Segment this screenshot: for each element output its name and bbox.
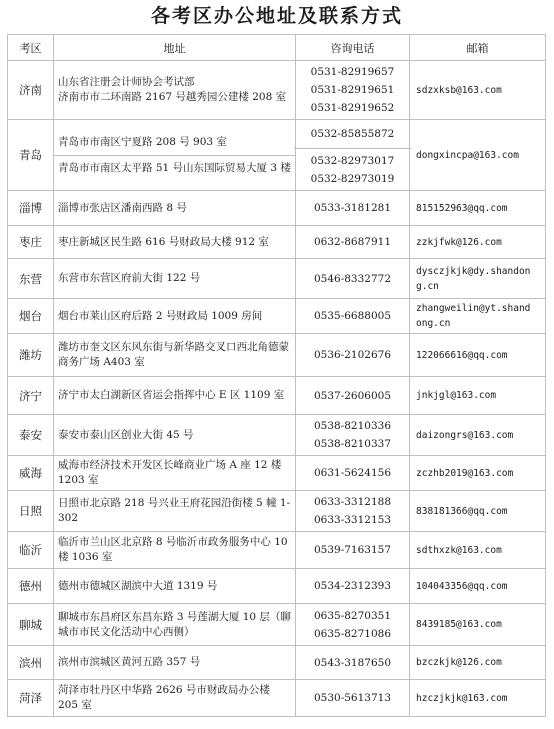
contact-table (7, 34, 546, 717)
email-cell[interactable] (410, 299, 546, 334)
table-row (8, 604, 546, 646)
table-row (8, 491, 546, 532)
table-row (8, 646, 546, 680)
address-cell (54, 61, 296, 120)
table-row (8, 61, 546, 120)
email-line: dongxincpa@163.com (416, 149, 519, 161)
header-region: 考区 (8, 35, 54, 61)
phone-number: 0532-82973019 (310, 173, 395, 185)
table-row (8, 191, 546, 226)
address-cell (54, 334, 296, 377)
header-email: 邮箱 (410, 35, 546, 61)
phone-number: 0543-3187650 (313, 656, 392, 669)
phone-number: 0535-6688005 (313, 310, 392, 322)
table-row (8, 259, 546, 299)
region-cell: 烟台 (8, 299, 54, 334)
address-text: 泰安市泰山区创业大街 45 号 (58, 428, 194, 441)
address-line: 山东省注册会计师协会考试部 (58, 76, 195, 88)
email-cell[interactable] (410, 604, 546, 646)
table-row (8, 680, 546, 717)
address-cell (54, 491, 296, 532)
phone-number: 0632-8687911 (313, 236, 392, 248)
page-title: 各考区办公地址及联系方式 (150, 5, 403, 27)
email-line: 815152963@qq.com (416, 202, 508, 214)
address-text: 淄博市张店区潘南西路 8 号 (58, 201, 187, 214)
email-line: daizongrs@163.com (416, 429, 514, 441)
address-cell (54, 120, 296, 191)
address-cell (54, 646, 296, 680)
phone-group (298, 122, 407, 148)
region-cell: 潍坊 (8, 334, 54, 377)
phone-number: 0538-8210337 (313, 438, 392, 450)
address-text: 济宁市太白湖新区省运会指挥中心 E 区 1109 室 (58, 389, 285, 401)
phone-number: 0531-82919652 (310, 102, 395, 114)
address-text: 烟台市莱山区府后路 2 号财政局 1009 房间 (58, 309, 263, 322)
address-line: 青岛市市南区太平路 51 号山东国际贸易大厦 3 楼 (58, 162, 291, 174)
phone-cell (296, 259, 410, 299)
address-cell (54, 299, 296, 334)
phone-cell (296, 61, 410, 120)
email-line: hzczjkjk@163.com (416, 692, 508, 704)
table-row (8, 532, 546, 569)
address-text: 潍坊市奎文区东风东街与新华路交叉口西北角德蒙商务广场 A403 室 (58, 341, 289, 368)
email-line: ong.cn (416, 318, 451, 329)
phone-cell (296, 377, 410, 415)
address-text: 菏泽市牡丹区中华路 2626 号市财政局办公楼 205 室 (58, 684, 270, 711)
phone-number: 0633-3312153 (313, 514, 392, 526)
phone-cell (296, 334, 410, 377)
region-cell: 聊城 (8, 604, 54, 646)
email-cell[interactable] (410, 680, 546, 717)
email-line: 838181366@qq.com (416, 505, 508, 517)
phone-cell (296, 646, 410, 680)
phone-number: 0532-85855872 (310, 128, 395, 140)
table-row (8, 377, 546, 415)
phone-number: 0532-82973017 (310, 155, 395, 167)
email-line: sdthxzk@163.com (416, 544, 502, 556)
region-cell: 枣庄 (8, 226, 54, 259)
phone-number: 0534-2312393 (313, 580, 392, 592)
header-phone: 咨询电话 (296, 35, 410, 61)
phone-number: 0635-8270351 (313, 609, 392, 622)
region-cell: 青岛 (8, 120, 54, 191)
email-line: 122066616@qq.com (416, 349, 508, 361)
header-address: 地址 (54, 35, 296, 61)
phone-number: 0635-8271086 (313, 627, 392, 640)
email-cell[interactable] (410, 646, 546, 680)
region-cell: 日照 (8, 491, 54, 532)
email-line: zhangweilin@yt.shand (416, 303, 531, 314)
address-cell (54, 456, 296, 491)
phone-number: 0546-8332772 (313, 272, 392, 285)
region-cell: 泰安 (8, 415, 54, 456)
phone-number: 0538-8210336 (313, 420, 392, 432)
region-cell: 滨州 (8, 646, 54, 680)
email-line: bzczkjk@126.com (416, 657, 502, 668)
region-cell: 东营 (8, 259, 54, 299)
phone-number: 0536-2102676 (313, 349, 392, 361)
email-cell[interactable] (410, 532, 546, 569)
phone-cell (296, 604, 410, 646)
address-text: 聊城市东昌府区东昌东路 3 号莲湖大厦 10 层（聊城市市民文化活动中心西侧） (58, 610, 291, 638)
phone-cell (296, 120, 410, 191)
email-line: 8439185@163.com (416, 619, 502, 630)
table-row (8, 415, 546, 456)
phone-number: 0633-3312188 (313, 496, 392, 508)
table-row (8, 299, 546, 334)
address-text: 东营市东营区府前大街 122 号 (58, 272, 201, 284)
phone-number: 0539-7163157 (313, 544, 392, 556)
phone-cell (296, 532, 410, 569)
email-cell[interactable] (410, 120, 546, 191)
phone-cell (296, 226, 410, 259)
phone-group (298, 149, 407, 188)
address-text: 临沂市兰山区北京路 8 号临沂市政务服务中心 10 楼 1036 室 (58, 536, 288, 563)
phone-cell (296, 569, 410, 604)
table-header-row (8, 35, 546, 61)
email-line: g.cn (416, 280, 439, 292)
region-cell: 济南 (8, 61, 54, 120)
address-cell (54, 680, 296, 717)
email-cell[interactable] (410, 569, 546, 604)
table-row (8, 456, 546, 491)
address-text: 日照市北京路 218 号兴业王府花园沿街楼 5 幢 1-302 (58, 497, 291, 524)
email-cell[interactable] (410, 226, 546, 259)
email-cell[interactable] (410, 415, 546, 456)
email-cell[interactable] (410, 61, 546, 120)
table-row (8, 226, 546, 259)
region-cell: 德州 (8, 569, 54, 604)
phone-number: 0537-2606005 (313, 389, 392, 402)
region-cell: 威海 (8, 456, 54, 491)
table-row (8, 334, 546, 377)
email-cell[interactable] (410, 377, 546, 415)
email-cell[interactable] (410, 334, 546, 377)
region-cell: 淄博 (8, 191, 54, 226)
email-line: jnkjgl@163.com (416, 390, 497, 401)
email-line: 104043356@qq.com (416, 580, 508, 592)
phone-cell (296, 456, 410, 491)
address-cell (54, 191, 296, 226)
region-cell: 临沂 (8, 532, 54, 569)
phone-cell (296, 680, 410, 717)
region-cell: 菏泽 (8, 680, 54, 717)
phone-number: 0533-3181281 (313, 202, 392, 214)
email-line: zzkjfwk@126.com (416, 236, 502, 248)
address-cell (54, 604, 296, 646)
phone-cell (296, 415, 410, 456)
email-cell[interactable] (410, 259, 546, 299)
email-line: zczhb2019@163.com (416, 467, 514, 479)
email-line: sdzxksb@163.com (416, 84, 502, 96)
phone-cell (296, 299, 410, 334)
email-cell[interactable] (410, 456, 546, 491)
address-cell (54, 532, 296, 569)
address-line: 济南市市二环南路 2167 号越秀园公建楼 208 室 (58, 91, 287, 103)
email-cell[interactable] (410, 491, 546, 532)
table-row (8, 120, 546, 191)
address-text: 德州市德城区湖滨中大道 1319 号 (58, 579, 218, 592)
address-cell (54, 226, 296, 259)
address-text: 枣庄新城区民生路 616 号财政局大楼 912 室 (58, 235, 269, 248)
phone-cell (296, 191, 410, 226)
address-cell (54, 415, 296, 456)
address-text: 威海市经济技术开发区长峰商业广场 A 座 12 楼 1203 室 (58, 459, 282, 486)
email-cell[interactable] (410, 191, 546, 226)
phone-number: 0631-5624156 (313, 467, 392, 479)
address-cell (54, 377, 296, 415)
email-line: dysczjkjk@dy.shandon (416, 265, 531, 277)
table-row (8, 569, 546, 604)
phone-number: 0531-82919651 (310, 84, 395, 96)
phone-number: 0530-5613713 (313, 692, 392, 704)
phone-number: 0531-82919657 (310, 66, 395, 78)
phone-cell (296, 491, 410, 532)
address-cell (54, 259, 296, 299)
address-cell (54, 569, 296, 604)
region-cell: 济宁 (8, 377, 54, 415)
address-text: 滨州市滨城区黄河五路 357 号 (58, 656, 201, 668)
address-line: 青岛市市南区宁夏路 208 号 903 室 (58, 136, 227, 148)
